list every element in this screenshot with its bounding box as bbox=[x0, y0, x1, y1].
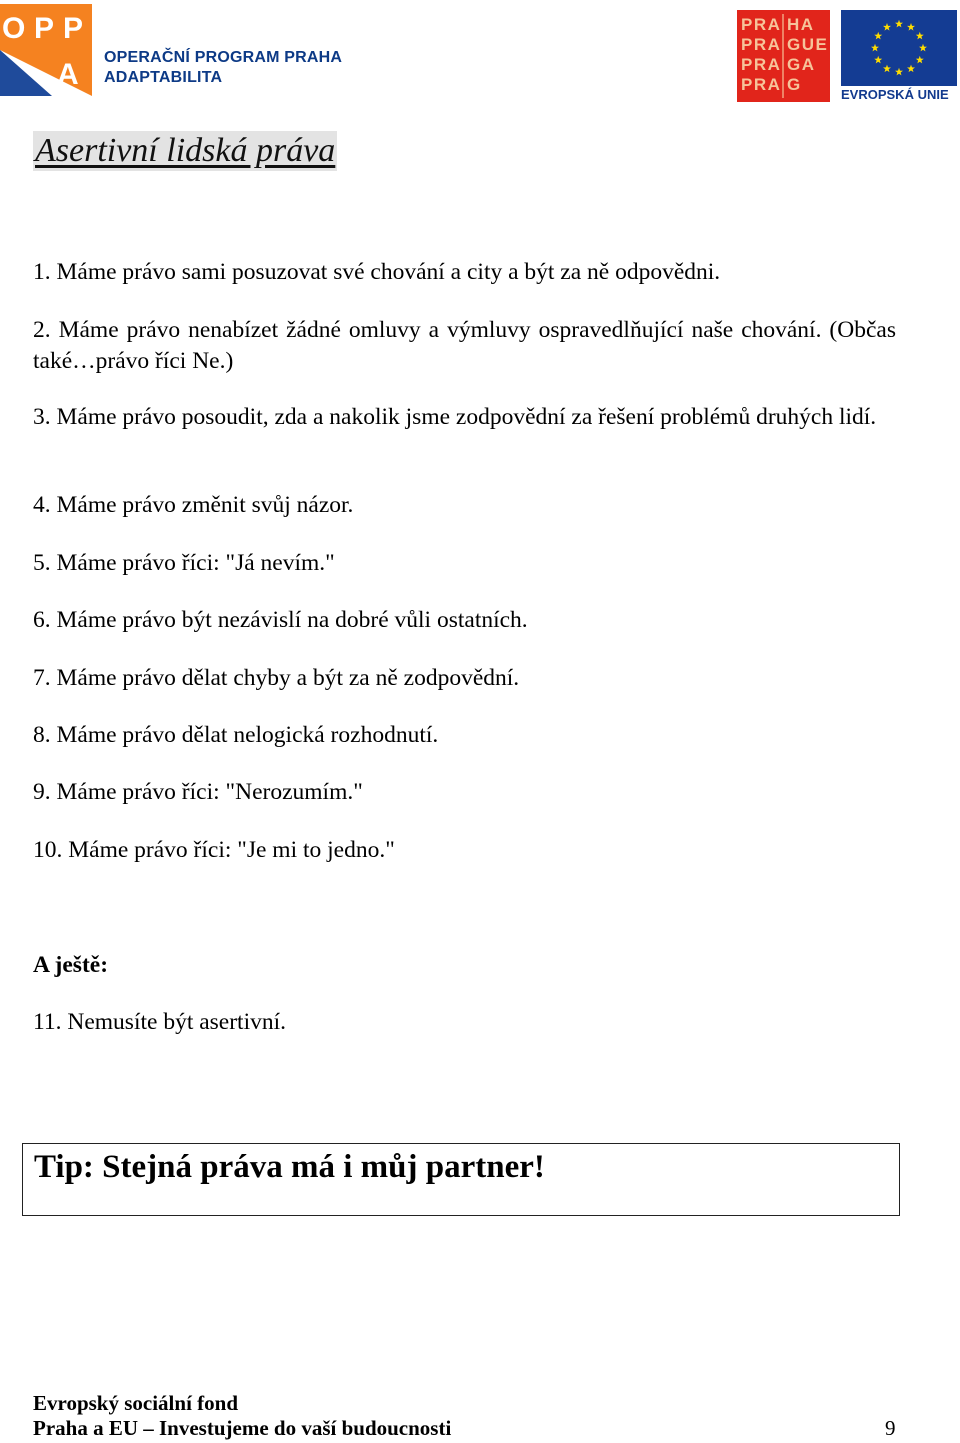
eu-label: EVROPSKÁ UNIE bbox=[841, 87, 949, 102]
oppa-logo bbox=[0, 4, 92, 96]
tip-text: Tip: Stejná práva má i můj partner! bbox=[34, 1149, 545, 1185]
oppa-letter-o: O bbox=[2, 12, 26, 45]
praha-row1-right: HA bbox=[787, 15, 815, 34]
tip-box bbox=[22, 1143, 900, 1216]
praha-row2-left: PRA bbox=[741, 35, 782, 54]
right-item-1: 1. Máme právo sami posuzovat své chování a city a být za ně odpovědni. bbox=[33, 259, 721, 285]
document-title: Asertivní lidská práva bbox=[35, 132, 336, 169]
right-item-4: 4. Máme právo změnit svůj názor. bbox=[33, 492, 354, 518]
oppa-program-name: OPERAČNÍ PROGRAM PRAHA bbox=[104, 49, 343, 66]
right-item-8: 8. Máme právo dělat nelogická rozhodnutí. bbox=[33, 722, 439, 748]
praha-logo bbox=[737, 10, 830, 102]
praha-row2-right: GUE bbox=[787, 35, 829, 54]
praha-row1-left: PRA bbox=[741, 15, 782, 34]
praha-row3-left: PRA bbox=[741, 55, 782, 74]
page-header bbox=[0, 0, 960, 110]
oppa-program-subtitle: ADAPTABILITA bbox=[104, 69, 223, 86]
oppa-letter-p2: P bbox=[63, 12, 84, 45]
praha-row4-right: G bbox=[787, 75, 802, 94]
right-item-6: 6. Máme právo být nezávislí na dobré vůli ostatních. bbox=[33, 607, 528, 633]
extra-heading: A ještě: bbox=[33, 952, 109, 978]
praha-row3-right: GA bbox=[787, 55, 816, 74]
right-item-5: 5. Máme právo říci: "Já nevím." bbox=[33, 550, 335, 576]
right-item-10: 10. Máme právo říci: "Je mi to jedno." bbox=[33, 837, 395, 863]
oppa-letter-p1: P bbox=[34, 12, 55, 45]
eu-flag-icon bbox=[841, 10, 957, 86]
praha-row4-left: PRA bbox=[741, 75, 782, 94]
right-item-11: 11. Nemusíte být asertivní. bbox=[33, 1009, 287, 1035]
footer-fund-name: Evropský sociální fond bbox=[33, 1391, 239, 1415]
right-item-9: 9. Máme právo říci: "Nerozumím." bbox=[33, 779, 363, 805]
right-item-2: 2. Máme právo nenabízet žádné omluvy a výmluvy ospravedlňující naše chování. (Občas také…právo říci Ne.) bbox=[33, 317, 896, 374]
page-number: 9 bbox=[885, 1416, 896, 1440]
oppa-letter-a: A bbox=[57, 58, 79, 91]
footer-slogan: Praha a EU – Investujeme do vaší budoucnosti bbox=[33, 1416, 452, 1440]
right-item-3: 3. Máme právo posoudit, zda a nakolik jsme zodpovědní za řešení problémů druhých lidí. bbox=[33, 404, 877, 430]
right-item-7: 7. Máme právo dělat chyby a být za ně zodpovědní. bbox=[33, 665, 520, 691]
